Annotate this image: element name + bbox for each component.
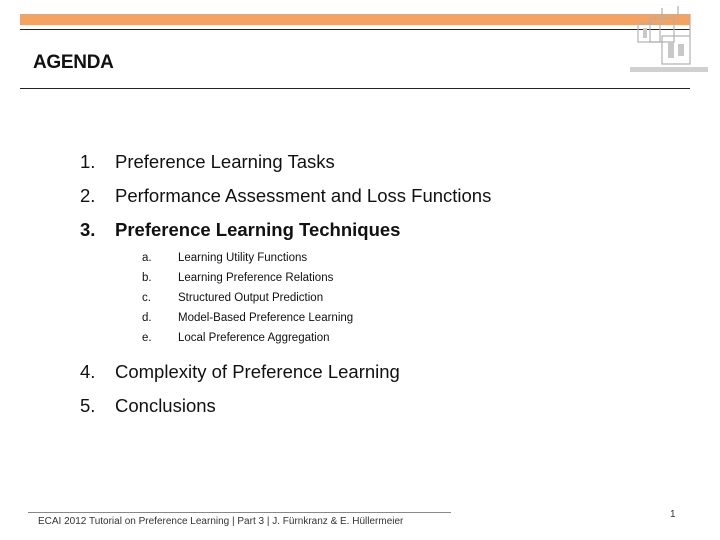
footer-text: ECAI 2012 Tutorial on Preference Learning | Part 3 | J. Fürnkranz & E. Hüllermeier	[38, 516, 404, 527]
title-divider	[20, 88, 690, 89]
item-label: Complexity of Preference Learning	[115, 361, 400, 382]
item-label: Performance Assessment and Loss Functions	[115, 185, 492, 206]
agenda-item	[80, 179, 680, 213]
footer-divider	[28, 512, 451, 513]
agenda-item	[80, 355, 680, 389]
agenda-subitem	[80, 328, 680, 348]
agenda-subitem	[80, 308, 680, 328]
page-number: 1	[670, 509, 676, 520]
agenda-item	[80, 389, 680, 423]
item-number: 5.	[80, 395, 96, 416]
subitem-letter: c.	[142, 292, 151, 304]
item-label: Conclusions	[115, 395, 216, 416]
subitem-label: Model-Based Preference Learning	[178, 312, 354, 324]
slide-title: AGENDA	[33, 52, 114, 73]
subitem-label: Local Preference Aggregation	[178, 332, 330, 344]
subitem-letter: a.	[142, 252, 152, 264]
item-number: 2.	[80, 185, 96, 206]
subitem-label: Structured Output Prediction	[178, 292, 324, 304]
agenda-subitem	[80, 268, 680, 288]
item-number: 4.	[80, 361, 96, 382]
accent-bar	[20, 14, 690, 25]
university-logo-icon	[628, 4, 710, 74]
item-number: 3.	[80, 219, 96, 240]
item-label: Preference Learning Tasks	[115, 151, 335, 172]
item-label: Preference Learning Techniques	[115, 219, 401, 240]
subitem-letter: e.	[142, 332, 152, 344]
agenda-subitem	[80, 248, 680, 268]
subitem-label: Learning Utility Functions	[178, 252, 308, 264]
subitem-letter: d.	[142, 312, 152, 324]
agenda-item-current	[80, 213, 680, 247]
top-divider	[20, 29, 690, 30]
subitem-label: Learning Preference Relations	[178, 272, 334, 284]
subitem-letter: b.	[142, 272, 152, 284]
agenda-subitem	[80, 288, 680, 308]
item-number: 1.	[80, 151, 96, 172]
agenda-list	[80, 145, 680, 423]
agenda-item	[80, 145, 680, 179]
